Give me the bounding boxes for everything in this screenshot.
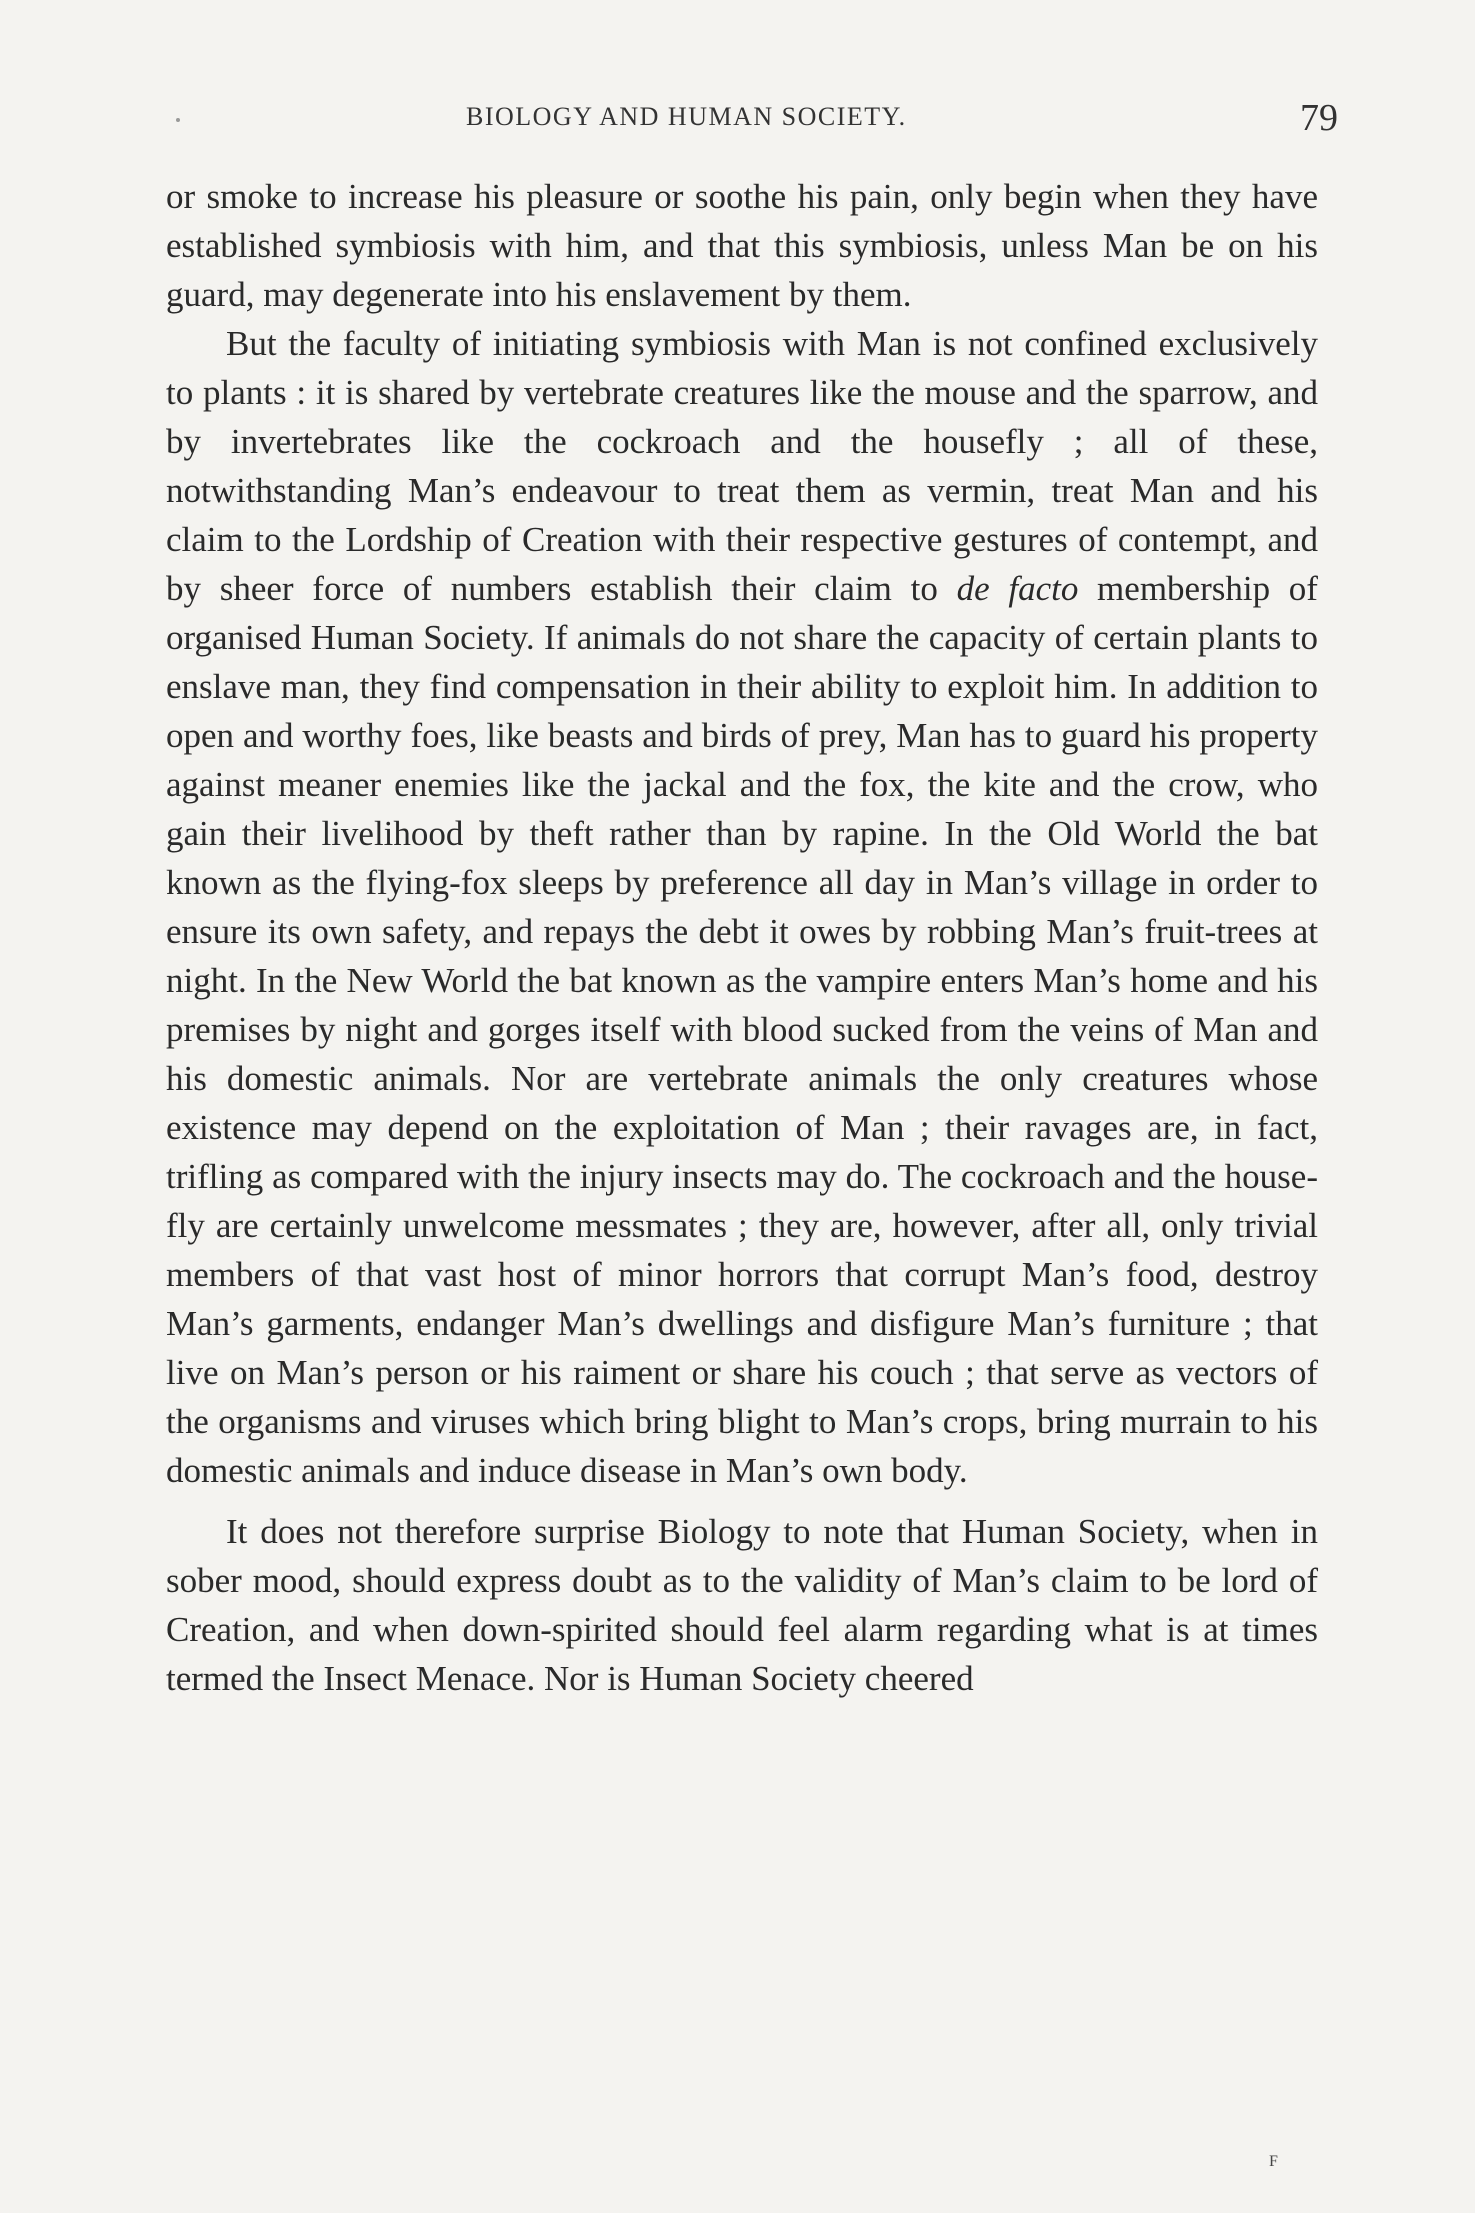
paragraph-2-italic-term: de facto <box>956 569 1079 608</box>
running-title: BIOLOGY AND HUMAN SOCIETY. <box>466 102 907 131</box>
paragraph-3: It does not therefore surprise Biology to note that Human Society, when in sober mood, should express doubt as to the validity of Man’s claim to be lord of Creation, and when down-spirited should feel alarm regarding what is at times termed the Insect Menace. Nor is Human Society cheered <box>166 1512 1318 1698</box>
running-head <box>0 96 1475 146</box>
body-text <box>166 172 1318 1703</box>
paragraph-1: or smoke to increase his pleasure or soothe his pain, only begin when they have established symbiosis with him, and that this symbiosis, unless Man be on his guard, may degenerate into his enslavement by them. <box>166 177 1318 314</box>
paragraph-2-part-1: But the faculty of initiating symbiosis with Man is not confined exclusively to plants : it is shared by vertebrate creatures like the mouse and the sparrow, and by invertebrates like the cockroach and the housefly ; all of these, notwithstanding Man’s endeavour to treat them as vermin, treat Man and his claim to the Lordship of Creation with their respective gestures of contempt, and by sheer force of numbers establish their claim to <box>166 324 1318 608</box>
paragraph-2-part-2: membership of organised Human Society. If animals do not share the capacity of certain plants to enslave man, they find compensation in their ability to exploit him. In addition to open and worthy foes, like beasts and birds of prey, Man has to guard his property against meaner enemies like the jackal and the fox, the kite and the crow, who gain their livelihood by theft rather than by rapine. In the Old World the bat known as the flying-fox sleeps by preference all day in Man’s village in order to ensure its own safety, and repays the debt it owes by robbing Man’s fruit-trees at night. In the New World the bat known as the vampire enters Man’s home and his premises by night and gorges itself with blood sucked from the veins of Man and his domestic animals. Nor are vertebrate animals the only creatures whose existence may depend on the exploitation of Man ; their ravages are, in fact, trifling as compared with the injury insects may do. The cockroach and the house-fly are certainly unwelcome messmates ; they are, however, after all, only trivial members of that vast host of minor horrors that corrupt Man’s food, destroy Man’s garments, endanger Man’s dwellings and disfigure Man’s furniture ; that live on Man’s person or his raiment or share his couch ; that serve as vectors of the organisms and viruses which bring blight to Man’s crops, bring murrain to his domestic animals and induce disease in Man’s own body. <box>166 569 1318 1490</box>
paragraph-2 <box>166 319 1318 1495</box>
ornament-dot <box>176 118 180 122</box>
signature-mark: F <box>1269 2153 1279 2170</box>
page-number: 79 <box>1300 97 1338 139</box>
